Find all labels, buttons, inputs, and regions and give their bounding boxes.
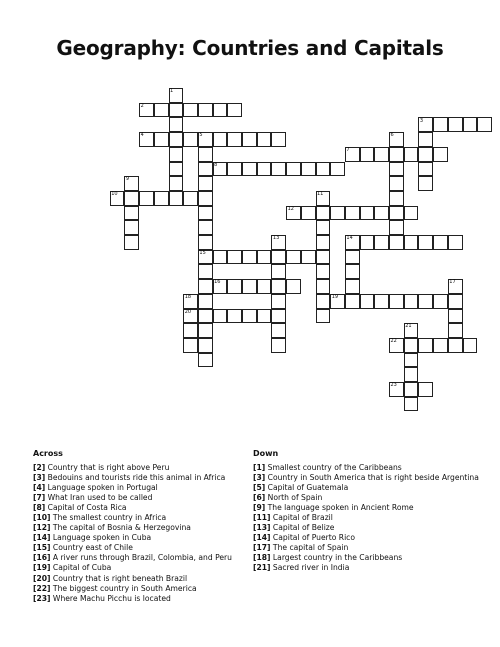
grid-cell[interactable] [389,147,404,162]
grid-cell[interactable] [448,338,463,353]
grid-cell[interactable] [389,206,404,221]
grid-cell[interactable] [404,235,419,250]
clue-text: What Iran used to be called [45,493,153,503]
across-clue [33,483,243,493]
grid-cell[interactable] [448,235,463,250]
clue-number: [13] [253,523,271,533]
clue-text: Capital of Guatemala [265,483,349,493]
grid-cell[interactable] [360,294,375,309]
grid-cell[interactable] [124,191,139,206]
grid-cell[interactable] [257,162,272,177]
grid-cell[interactable] [286,279,301,294]
grid-cell[interactable] [124,206,139,221]
clue-number: [21] [253,563,271,573]
grid-cell[interactable] [169,191,184,206]
cell-number: 22 [390,338,397,345]
clue-number: [2] [33,463,46,472]
down-list [253,463,493,574]
grid-cell[interactable] [154,103,169,118]
grid-cell[interactable] [198,235,213,250]
grid-cell[interactable] [389,162,404,177]
puzzle-title: Geography: Countries and Capitals [56,36,444,60]
down-clue [253,523,493,533]
grid-cell[interactable] [242,162,257,177]
clue-text: Where Machu Picchu is located [50,593,171,603]
clue-number: [3] [253,473,266,483]
grid-cell[interactable] [271,309,286,324]
grid-cell[interactable] [198,323,213,338]
cell-number: 14 [346,235,353,242]
grid-cell[interactable] [286,162,301,177]
clue-number: [11] [253,513,271,523]
grid-cell[interactable] [213,309,228,324]
down-clue [253,463,493,473]
cell-number: 4 [140,132,144,139]
clue-text: Country that is right above Peru [45,463,170,472]
grid-cell[interactable] [448,117,463,132]
grid-cell[interactable] [404,367,419,382]
cell-number: 10 [111,191,118,198]
grid-cell[interactable] [198,191,213,206]
grid-cell[interactable] [198,162,213,177]
grid-cell[interactable] [418,235,433,250]
clue-number: [3] [33,473,46,483]
cell-number: 3 [419,117,424,124]
grid-cell[interactable] [389,191,404,206]
grid-cell[interactable] [198,147,213,162]
grid-cell[interactable] [169,162,184,177]
grid-cell[interactable] [404,147,419,162]
across-clue [33,503,243,513]
clue-number: [15] [33,543,51,553]
grid-cell[interactable] [316,162,331,177]
clue-text: Sacred river in India [270,563,350,573]
across-clue [33,563,243,573]
grid-cell[interactable] [316,220,331,235]
grid-cell[interactable] [198,206,213,221]
clue-text: Capital of Costa Rica [45,503,127,513]
grid-cell[interactable] [404,382,419,397]
grid-cell[interactable] [316,309,331,324]
grid-cell[interactable] [418,294,433,309]
grid-cell[interactable] [242,250,257,265]
grid-cell[interactable] [124,220,139,235]
cell-number: 18 [184,294,192,300]
grid-cell[interactable] [418,132,433,147]
grid-cell[interactable] [242,132,257,147]
cell-number: 5 [199,132,203,139]
across-heading: Across [33,449,63,458]
grid-cell[interactable] [345,294,360,309]
grid-cell[interactable] [448,294,463,309]
grid-cell[interactable] [316,279,331,294]
clue-number: [23] [33,593,51,603]
cell-number: 23 [390,382,397,389]
across-clue [33,493,243,503]
grid-cell[interactable] [330,206,345,221]
grid-cell[interactable] [345,279,360,294]
grid-cell[interactable] [448,309,463,324]
grid-cell[interactable] [257,132,272,147]
cell-number: 17 [449,279,456,286]
clue-number: [7] [33,493,46,503]
clue-number: [18] [253,553,271,563]
grid-cell[interactable] [169,147,184,162]
grid-cell[interactable] [463,338,478,353]
grid-cell[interactable] [316,206,331,221]
clue-text: Language spoken in Portugal [45,483,158,493]
grid-cell[interactable] [301,162,316,177]
grid-cell[interactable] [154,191,169,206]
grid-cell[interactable] [227,250,242,265]
grid-cell[interactable] [433,235,448,250]
grid-cell[interactable] [242,279,257,294]
grid-cell[interactable] [463,117,478,132]
grid-cell[interactable] [198,176,213,191]
grid-cell[interactable] [433,338,448,353]
grid-cell[interactable] [374,294,389,309]
grid-cell[interactable] [154,132,169,147]
clue-text: Capital of Puerto Rico [270,533,355,543]
grid-cell[interactable] [374,235,389,250]
clue-number: [10] [33,513,51,523]
down-clue [253,493,493,503]
grid-cell[interactable] [360,206,375,221]
grid-cell[interactable] [389,235,404,250]
down-clue [253,543,493,553]
grid-cell[interactable] [169,117,184,132]
grid-cell[interactable] [418,176,433,191]
down-clue [253,483,493,493]
grid-cell[interactable] [345,250,360,265]
grid-cell[interactable] [213,132,228,147]
across-clue [33,574,243,584]
across-clues [33,449,243,604]
grid-cell[interactable] [198,338,213,353]
grid-cell[interactable] [389,176,404,191]
clue-number: [19] [33,563,51,573]
clue-number: [8] [33,503,46,513]
grid-cell[interactable] [198,353,213,368]
clue-text: The capital of Spain [270,543,349,553]
clue-text: Largest country in the Caribbeans [270,553,403,563]
grid-cell[interactable] [404,206,419,221]
grid-cell[interactable] [345,264,360,279]
grid-cell[interactable] [301,250,316,265]
grid-cell[interactable] [198,220,213,235]
grid-cell[interactable] [227,132,242,147]
clue-text: Language spoken in Cuba [50,533,152,543]
down-clue [253,563,493,573]
down-clue [253,503,493,513]
grid-cell[interactable] [169,132,184,147]
clue-text: Country that is right beneath Brazil [50,573,188,583]
down-clue [253,513,493,523]
cell-number: 2 [140,102,144,109]
grid-cell[interactable] [418,382,433,397]
clue-text: Bedouins and tourists ride this animal in Africa [45,473,226,483]
grid-cell[interactable] [169,103,184,118]
grid-cell[interactable] [316,235,331,250]
grid-cell[interactable] [404,338,419,353]
grid-cell[interactable] [198,294,213,309]
clue-number: [6] [253,493,266,503]
cell-number: 9 [125,176,130,183]
grid-cell[interactable] [227,309,242,324]
clue-number: [14] [253,533,271,543]
cell-number: 7 [346,147,350,153]
clue-text: Country east of Chile [50,543,133,553]
grid-cell[interactable] [330,162,345,177]
grid-cell[interactable] [227,103,242,118]
grid-cell[interactable] [213,103,228,118]
grid-cell[interactable] [418,338,433,353]
down-clue [253,553,493,563]
across-clue [33,513,243,523]
grid-cell[interactable] [316,294,331,309]
grid-cell[interactable] [404,397,419,412]
grid-cell[interactable] [271,162,286,177]
clue-number: [17] [253,543,271,553]
grid-cell[interactable] [257,309,272,324]
clue-text: Country in South America that is right beside Argentina [265,473,479,483]
cell-number: 13 [272,235,280,242]
grid-cell[interactable] [271,264,286,279]
grid-cell[interactable] [271,250,286,265]
grid-cell[interactable] [183,338,198,353]
grid-cell[interactable] [183,191,198,206]
grid-cell[interactable] [448,323,463,338]
clue-text: A river runs through Brazil, Colombia, and Peru [50,553,232,563]
grid-cell[interactable] [374,147,389,162]
clue-number: [14] [33,533,51,543]
grid-cell[interactable] [418,162,433,177]
clue-text: The capital of Bosnia & Herzegovina [50,523,191,533]
clue-number: [20] [33,573,51,583]
clue-text: Capital of Cuba [50,563,112,573]
grid-cell[interactable] [433,294,448,309]
grid-cell[interactable] [360,235,375,250]
grid-cell[interactable] [418,147,433,162]
grid-cell[interactable] [316,264,331,279]
clue-text: The biggest country in South America [50,583,197,593]
clue-number: [16] [33,553,51,563]
down-clue [253,533,493,543]
clue-text: Capital of Belize [270,523,335,533]
across-clue [33,473,243,483]
cell-number: 12 [287,205,294,212]
cell-number: 19 [331,294,339,300]
grid-cell[interactable] [374,206,389,221]
grid-cell[interactable] [404,294,419,309]
grid-cell[interactable] [198,103,213,118]
cell-number: 11 [317,191,324,198]
across-clue [33,463,243,473]
grid-cell[interactable] [301,206,316,221]
clue-text: The smallest country in Africa [50,513,167,523]
grid-cell[interactable] [227,162,242,177]
cell-number: 6 [390,132,394,139]
cell-number: 16 [214,279,221,286]
down-clue [253,473,493,483]
grid-cell[interactable] [316,250,331,265]
grid-cell[interactable] [271,294,286,309]
grid-cell[interactable] [286,250,301,265]
cell-number: 8 [214,161,218,168]
grid-cell[interactable] [404,353,419,368]
grid-cell[interactable] [271,132,286,147]
cell-number: 20 [184,308,192,315]
cell-number: 15 [199,249,206,256]
clue-text: North of Spain [265,493,323,503]
across-clue [33,533,243,543]
grid-cell[interactable] [257,250,272,265]
grid-cell[interactable] [345,206,360,221]
across-clue [33,553,243,563]
grid-cell[interactable] [271,323,286,338]
grid-cell[interactable] [389,220,404,235]
grid-cell[interactable] [183,103,198,118]
grid-cell[interactable] [433,117,448,132]
grid-cell[interactable] [169,176,184,191]
grid-cell[interactable] [139,191,154,206]
grid-cell[interactable] [271,338,286,353]
clue-text: Smallest country of the Caribbeans [265,463,402,472]
clue-number: [4] [33,483,46,493]
cell-number: 1 [170,88,174,95]
grid-cell[interactable] [124,235,139,250]
clue-number: [22] [33,583,51,593]
cell-number: 21 [405,323,412,330]
grid-cell[interactable] [360,147,375,162]
clue-number: [5] [253,483,266,493]
across-clue [33,594,243,604]
grid-cell[interactable] [227,279,242,294]
across-clue [33,543,243,553]
grid-cell[interactable] [271,279,286,294]
grid-cell[interactable] [389,294,404,309]
across-clue [33,523,243,533]
down-clues [253,449,493,574]
grid-cell[interactable] [257,279,272,294]
down-heading: Down [253,449,279,458]
grid-cell[interactable] [183,323,198,338]
grid-cell[interactable] [198,279,213,294]
grid-cell[interactable] [198,309,213,324]
grid-cell[interactable] [183,132,198,147]
across-list [33,463,243,604]
across-clue [33,584,243,594]
grid-cell[interactable] [213,250,228,265]
grid-cell[interactable] [433,147,448,162]
clue-number: [1] [253,463,266,472]
clue-text: Capital of Brazil [270,513,333,523]
grid-cell[interactable] [242,309,257,324]
clue-text: The language spoken in Ancient Rome [265,503,414,513]
grid-cell[interactable] [477,117,492,132]
grid-cell[interactable] [198,264,213,279]
clue-number: [12] [33,523,51,533]
clue-number: [9] [253,503,266,513]
